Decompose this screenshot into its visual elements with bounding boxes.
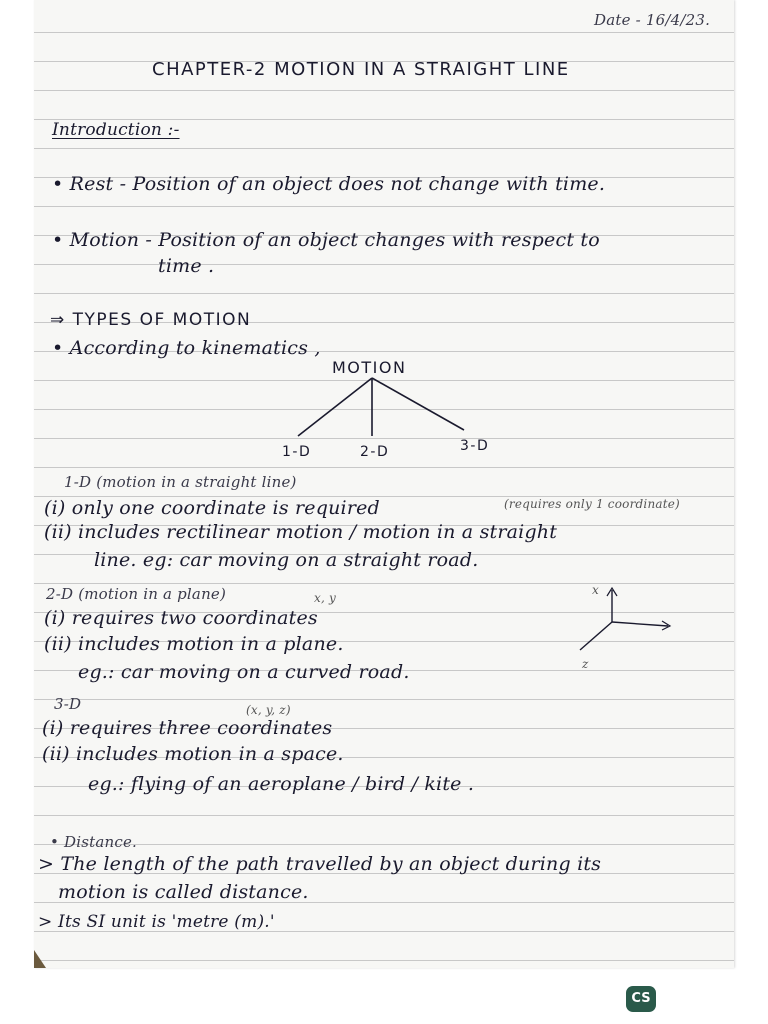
one-d-heading: 1-D (motion in a straight line): [64, 473, 297, 491]
kinematics-line: • According to kinematics ,: [52, 337, 321, 359]
two-d-coords: x, y: [314, 591, 336, 605]
chapter-title: CHAPTER-2 MOTION IN A STRAIGHT LINE: [152, 59, 570, 80]
tree-child-3d: 3-D: [460, 438, 490, 454]
two-d-line-2: (ii) includes motion in a plane.: [44, 633, 344, 655]
page-corner: [34, 950, 46, 968]
intro-heading: Introduction :-: [52, 120, 180, 140]
notebook-page: [34, 0, 734, 968]
axis-diagonal: [580, 622, 612, 650]
date-label: Date - 16/4/23.: [594, 11, 711, 29]
types-heading: ⇒ TYPES OF MOTION: [50, 310, 252, 330]
camscanner-badge: CS: [626, 986, 656, 1012]
axis-right: [612, 622, 668, 626]
tree-child-1d: 1-D: [282, 444, 312, 460]
rest-definition: • Rest - Position of an object does not change with time.: [52, 173, 606, 195]
one-d-line-1: (i) only one coordinate is required: [44, 497, 380, 519]
tree-child-2d: 2-D: [360, 444, 390, 460]
distance-line-2: motion is called distance.: [58, 881, 309, 903]
one-d-line-1-note: (requires only 1 coordinate): [504, 497, 680, 511]
motion-definition-line-1: • Motion - Position of an object changes with respect to: [52, 229, 600, 251]
axes-sketch: [34, 0, 734, 700]
distance-line-3: > Its SI unit is 'metre (m).': [38, 912, 275, 932]
three-d-line-2: (ii) includes motion in a space.: [42, 743, 344, 765]
tree-root: MOTION: [332, 358, 407, 377]
one-d-line-3: line. eg: car moving on a straight road.: [94, 549, 479, 571]
two-d-line-1: (i) requires two coordinates: [44, 607, 318, 629]
distance-heading: • Distance.: [50, 833, 138, 851]
distance-line-1: > The length of the path travelled by an object during its: [38, 853, 602, 875]
three-d-coords: (x, y, z): [246, 703, 291, 717]
three-d-line-3: eg.: flying of an aeroplane / bird / kite .: [88, 773, 475, 795]
three-d-line-1: (i) requires three coordinates: [42, 717, 333, 739]
two-d-heading: 2-D (motion in a plane): [46, 585, 227, 603]
axis-label-z: z: [582, 657, 589, 671]
two-d-line-3: eg.: car moving on a curved road.: [78, 661, 410, 683]
motion-definition-line-2: time .: [158, 255, 215, 277]
one-d-line-2: (ii) includes rectilinear motion / motion in a straight: [44, 521, 558, 543]
axis-label-x: x: [592, 583, 599, 597]
three-d-heading: 3-D: [54, 695, 82, 713]
